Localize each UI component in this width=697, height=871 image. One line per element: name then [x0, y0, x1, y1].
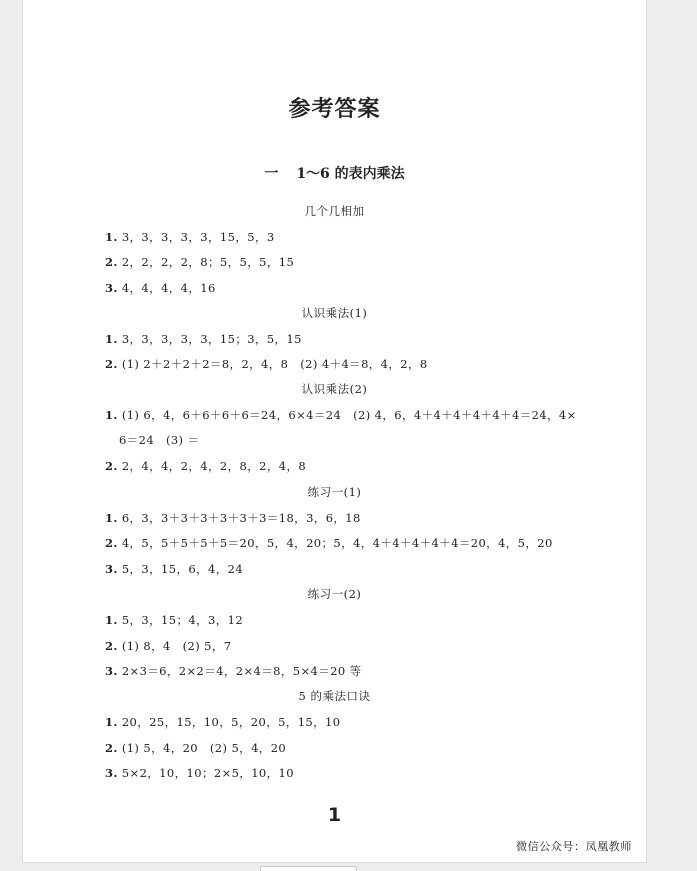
- answer-text: 5，3，15；4，3，12: [121, 613, 244, 627]
- section-title: 认识乘法(2): [301, 382, 368, 396]
- item-number: 2.: [105, 357, 118, 371]
- answer-text: 20，25，15，10，5，20，5，15，10: [121, 715, 341, 729]
- item-number: 2.: [105, 536, 118, 550]
- item-number: 1.: [105, 613, 118, 627]
- answer-line: [105, 765, 294, 781]
- answer-text: 2，4，4，2，4，2，8，2，4，8: [121, 459, 307, 473]
- answer-text: (1) 6，4，6＋6＋6＋6＝24，6×4＝24 (2) 4，6，4＋4＋4＋4＋4＋4＝24，4×: [121, 408, 577, 422]
- answer-line: [105, 612, 243, 628]
- answer-line: [105, 663, 362, 679]
- section-title: 几个几相加: [304, 204, 365, 218]
- horizontal-scrollbar-thumb[interactable]: [260, 866, 357, 871]
- document-page: [22, 0, 647, 863]
- item-number: 2.: [105, 459, 118, 473]
- item-number: 1.: [105, 408, 118, 422]
- chapter-label: 1～6 的表内乘法: [296, 166, 405, 182]
- answer-text: (1) 5，4，20 (2) 5，4，20: [121, 741, 287, 755]
- answer-text: 3，3，3，3，3，15，5，3: [121, 230, 275, 244]
- answer-text: 5，3，15，6，4，24: [121, 562, 244, 576]
- answer-line: [105, 458, 306, 474]
- item-number: 1.: [105, 511, 118, 525]
- answer-text: 2×3＝6，2×2＝4，2×4＝8，5×4＝20 等: [121, 664, 362, 678]
- item-number: 1.: [105, 332, 118, 346]
- item-number: 3.: [105, 664, 118, 678]
- answer-line: [105, 561, 243, 577]
- section-title: 练习一(1): [307, 485, 362, 499]
- answer-line: [105, 229, 275, 245]
- item-number: 2.: [105, 741, 118, 755]
- item-number: 3.: [105, 281, 118, 295]
- chapter-number: 一: [264, 166, 279, 182]
- answer-text: (1) 2＋2＋2＋2＝8，2，4，8 (2) 4＋4＝8，4，2，8: [121, 357, 428, 371]
- answer-line: [105, 510, 361, 526]
- item-number: 1.: [105, 715, 118, 729]
- answer-line: [105, 254, 294, 270]
- footer-watermark: 微信公众号：凤凰教师: [516, 840, 632, 853]
- answer-line: [105, 356, 428, 372]
- section-title: 5 的乘法口诀: [298, 689, 371, 703]
- item-number: 2.: [105, 639, 118, 653]
- answer-text: 3，3，3，3，3，15；3，5，15: [121, 332, 302, 346]
- answer-line: [105, 714, 340, 730]
- item-number: 3.: [105, 766, 118, 780]
- answer-line: [105, 740, 286, 756]
- section-title: 认识乘法(1): [301, 306, 368, 320]
- page-number: 1: [327, 804, 342, 826]
- answer-text: 4，5，5＋5＋5＋5＝20，5，4，20；5，4，4＋4＋4＋4＋4＝20，4，5，20: [121, 536, 553, 550]
- chapter-heading: [23, 163, 646, 183]
- answer-text: 2，2，2，2，8；5，5，5，15: [121, 255, 295, 269]
- answer-continuation: 6＝24 (3) ＝: [119, 433, 200, 447]
- page-title: 参考答案: [288, 96, 381, 122]
- answer-line: [105, 407, 577, 423]
- answer-line: [105, 535, 553, 551]
- item-number: 3.: [105, 562, 118, 576]
- answer-line: [105, 331, 302, 347]
- answer-text: 4，4，4，4，16: [121, 281, 216, 295]
- answer-text: 5×2，10，10；2×5，10，10: [121, 766, 294, 780]
- answer-line: [105, 638, 231, 654]
- item-number: 1.: [105, 230, 118, 244]
- answer-text: 6，3，3＋3＋3＋3＋3＋3＝18，3，6，18: [121, 511, 361, 525]
- section-title: 练习一(2): [307, 587, 362, 601]
- answer-line: [105, 280, 216, 296]
- answer-text: (1) 8，4 (2) 5，7: [121, 639, 232, 653]
- item-number: 2.: [105, 255, 118, 269]
